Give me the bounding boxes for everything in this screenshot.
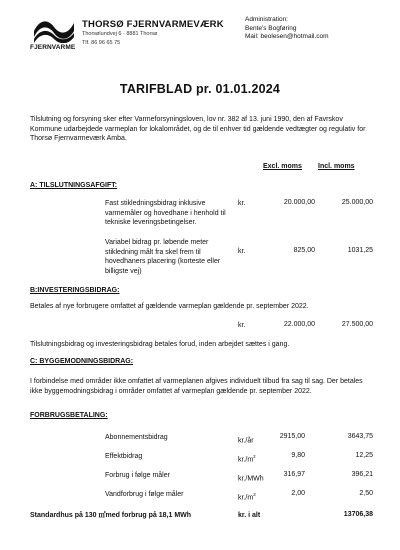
admin-email: Mail: beolesen@hotmail.com [245, 33, 329, 40]
section-c-text: I forbindelse med områder ikke omfattet af varmeplanen afgives individuelt tilbud fra sag til sag. Der betales ikke byggemodningsbidrag i områder omfattet af varmeplan gældende pr. september 2022. [30, 378, 363, 395]
section-b-note: Tilslutningsbidrag og investeringsbidrag betales forud, inden arbejdet sættes i gang. [30, 341, 290, 348]
forbrug-incl: 3643,75 [347, 433, 373, 440]
section-a-item-text: Variabel bidrag pr. løbende meter stikledning målt fra skel frem til hovedhaners placering (korteste eller billigste vej) [105, 239, 221, 275]
forbrug-label: Abonnementsbidrag [105, 434, 168, 441]
forbrug-incl: 2,50 [359, 490, 373, 497]
section-a-item-excl: 20.000,00 [283, 199, 315, 206]
company-name: THORSØ FJERNVARMEVÆRK [82, 19, 224, 30]
forbrug-unit: kr./år [238, 437, 254, 445]
section-a-item-excl: 825,00 [293, 247, 315, 254]
forbrug-label: Vandforbrug i følge måler [105, 491, 184, 498]
forbrug-excl: 9,80 [291, 452, 305, 459]
forbrug-label: Effektbidrag [105, 453, 143, 460]
section-c-heading: C: BYGGEMODNINGSBIDRAG: [30, 358, 134, 365]
section-b-text: Betales af nye forbrugere omfattet af gældende varmeplan gældende pr. september 2022. [30, 303, 309, 310]
section-a-item-incl: 25.000,00 [341, 199, 373, 206]
column-excl-moms: Excl. moms [263, 163, 302, 170]
flame-logo-icon [32, 17, 76, 43]
section-a-item-incl: 1031,25 [347, 247, 373, 254]
company-phone: Tlf. 86 96 65 75 [82, 40, 121, 46]
intro-paragraph: Tilslutning og forsyning sker efter Varmeforsyningsloven, lov nr. 382 af 13. juni 1990, den af Favrskov Kommune udarbejdede varmeplan for lokalområdet, og de til enhver tid gældende vedtægter og regulativ for Thorsø Fjernvarmeværk Amba. [30, 116, 366, 142]
standard-house-unit: kr. i alt [238, 512, 261, 519]
admin-line: Bente's Bogføring [245, 24, 297, 32]
section-a-heading: A: TILSLUTNINGSAFGIFT: [30, 182, 118, 189]
forbrug-heading: FORBRUGSBETALING: [30, 412, 108, 419]
column-incl-moms: Incl. moms [318, 163, 355, 170]
admin-block [245, 16, 329, 42]
standard-house-label: Standardhus på 130 ㎡med forbrug på 18,1 MWh [30, 512, 192, 519]
section-a-item-text: Fast stikledningsbidrag inklusive varmemåler og hovedhane i henhold til tekniske leveringsbetingelser. [105, 200, 226, 226]
page-title: TARIFBLAD pr. 01.01.2024 [119, 82, 281, 96]
section-b-heading: B:INVESTERINGSBIDRAG: [30, 287, 120, 294]
section-a-item-unit: kr. [238, 248, 246, 255]
company-address: Thorsølundvej 6 · 8881 Thorsø [82, 31, 158, 37]
section-b-unit: kr. [238, 322, 246, 329]
admin-line: Administration: [245, 16, 288, 23]
forbrug-excl: 2915,00 [279, 433, 305, 440]
section-b-excl: 22.000,00 [283, 321, 315, 328]
forbrug-unit: kr./MWh [238, 475, 264, 483]
forbrug-excl: 2,00 [291, 490, 305, 497]
forbrug-label: Forbrug i følge måler [105, 472, 170, 479]
forbrug-unit: $kr./m^2$ [238, 454, 256, 464]
section-a-item-unit: kr. [238, 200, 246, 207]
forbrug-incl: 396,21 [351, 471, 373, 478]
standard-house-total: 13706,38 [343, 511, 373, 518]
forbrug-unit: $kr./m^3$ [238, 492, 256, 502]
section-b-incl: 27.500,00 [341, 321, 373, 328]
forbrug-incl: 12,25 [355, 452, 373, 459]
forbrug-excl: 316,97 [283, 471, 305, 478]
logo-text: FJERNVARME [30, 44, 76, 51]
